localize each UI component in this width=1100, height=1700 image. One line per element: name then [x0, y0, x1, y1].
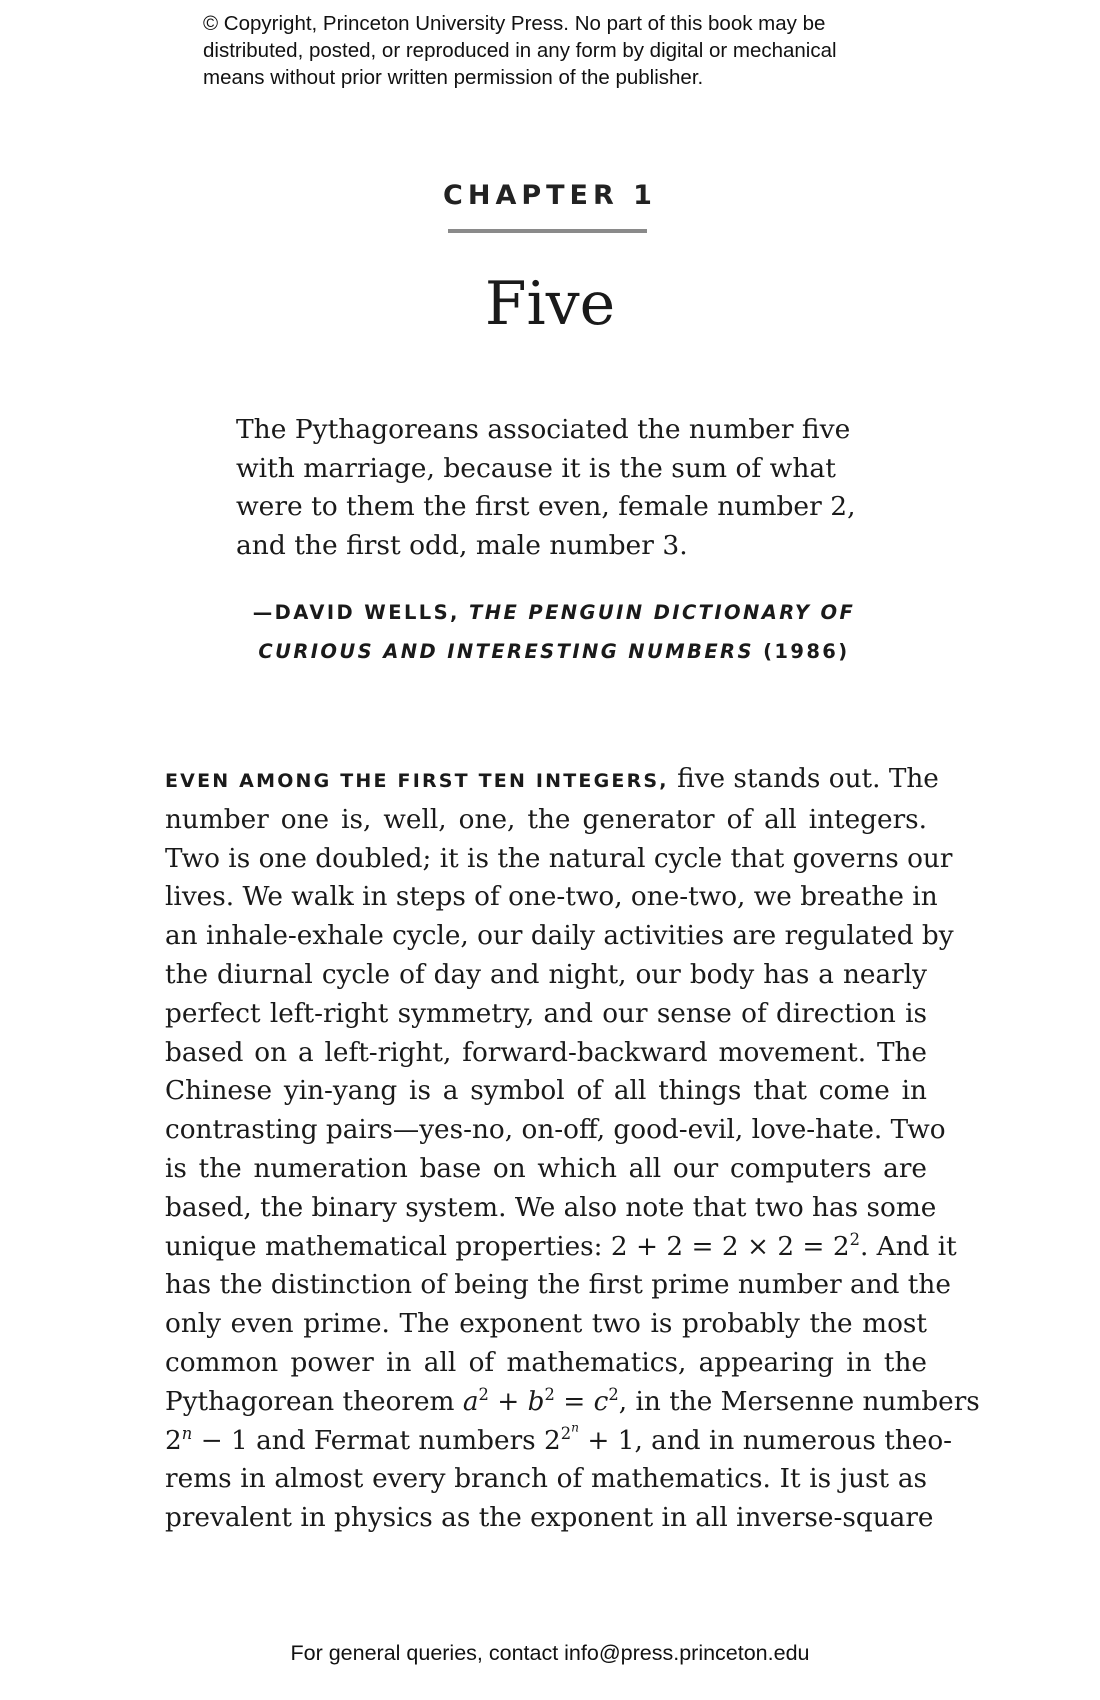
attribution-book-title: THE PENGUIN DICTIONARY OF: [469, 601, 856, 624]
attribution-author: —DAVID WELLS,: [252, 601, 470, 624]
body-line-math: unique mathematical properties: $2 + 2 = 2 \times 2 = 2^2$. And it: [165, 1229, 957, 1262]
chapter-title: Five: [484, 269, 616, 339]
attribution-line-1: [236, 593, 872, 632]
body-line: Two is one doubled; it is the natural cycle that governs our: [165, 843, 953, 874]
body-line-pythagorean: Pythagorean theorem $a^2 + b^2 = c^2$, in the Mersenne numbers: [165, 1384, 980, 1417]
epigraph-line: and the first odd, male number 3.: [236, 529, 688, 561]
body-paragraph: [165, 760, 980, 1538]
var-a: a: [462, 1386, 479, 1417]
body-line: has the distinction of being the first prime number and the: [165, 1270, 951, 1301]
body-line: rems in almost every branch of mathematics. It is just as: [165, 1464, 927, 1495]
attribution-line-2: [236, 632, 872, 671]
chapter-label: CHAPTER 1: [443, 180, 657, 211]
copyright-line: distributed, posted, or reproduced in any form by digital or mechanical: [203, 39, 837, 62]
body-line: contrasting pairs—yes-no, on-off, good-evil, love-hate. Two: [165, 1115, 946, 1146]
body-line: Chinese yin-yang is a symbol of all things that come in: [165, 1076, 927, 1107]
body-line: prevalent in physics as the exponent in all inverse-square: [165, 1503, 934, 1534]
body-line: an inhale-exhale cycle, our daily activities are regulated by: [165, 921, 954, 952]
var-c: c: [593, 1386, 609, 1417]
body-line: lives. We walk in steps of one-two, one-two, we breathe in: [165, 882, 938, 913]
epigraph-line: were to them the first even, female number 2,: [236, 491, 856, 522]
lead-in: EVEN AMONG THE FIRST TEN INTEGERS,: [165, 770, 669, 792]
attribution-year: (1986): [753, 640, 850, 663]
exp-n: n: [181, 1423, 193, 1443]
body-line: perfect left-right symmetry, and our sense of direction is: [165, 998, 927, 1029]
body-line: the diurnal cycle of day and night, our body has a nearly: [165, 959, 927, 990]
epigraph-attribution: [236, 593, 872, 671]
math-expression: 2 + 2 = 2 × 2 = 2: [610, 1231, 850, 1262]
body-line: common power in all of mathematics, appearing in the: [165, 1347, 927, 1378]
footer-contact: For general queries, contact info@press.princeton.edu: [290, 1641, 810, 1665]
body-line: EVEN AMONG THE FIRST TEN INTEGERS, five stands out. The: [165, 764, 939, 794]
attribution-book-title-cont: CURIOUS AND INTERESTING NUMBERS: [258, 640, 754, 663]
body-line: only even prime. The exponent two is probably the most: [165, 1309, 927, 1340]
epigraph-line: with marriage, because it is the sum of what: [236, 452, 836, 484]
body-line: is the numeration base on which all our computers are: [165, 1153, 927, 1184]
var-b: b: [527, 1386, 545, 1417]
copyright-notice: [203, 10, 923, 91]
body-line: based on a left-right, forward-backward movement. The: [165, 1037, 927, 1068]
copyright-line: means without prior written permission of the publisher.: [203, 66, 704, 89]
epigraph-line: The Pythagoreans associated the number five: [236, 414, 851, 445]
copyright-line: © Copyright, Princeton University Press. No part of this book may be: [203, 12, 826, 35]
body-line: based, the binary system. We also note that two has some: [165, 1192, 937, 1223]
chapter-divider: [448, 229, 647, 233]
epigraph: [236, 411, 876, 565]
body-line: number one is, well, one, the generator of all integers.: [165, 804, 927, 835]
body-line-mersenne-fermat: $2^n - 1$ and Fermat numbers $2^{2^n} + 1$, and in numerous theo-: [165, 1420, 953, 1456]
